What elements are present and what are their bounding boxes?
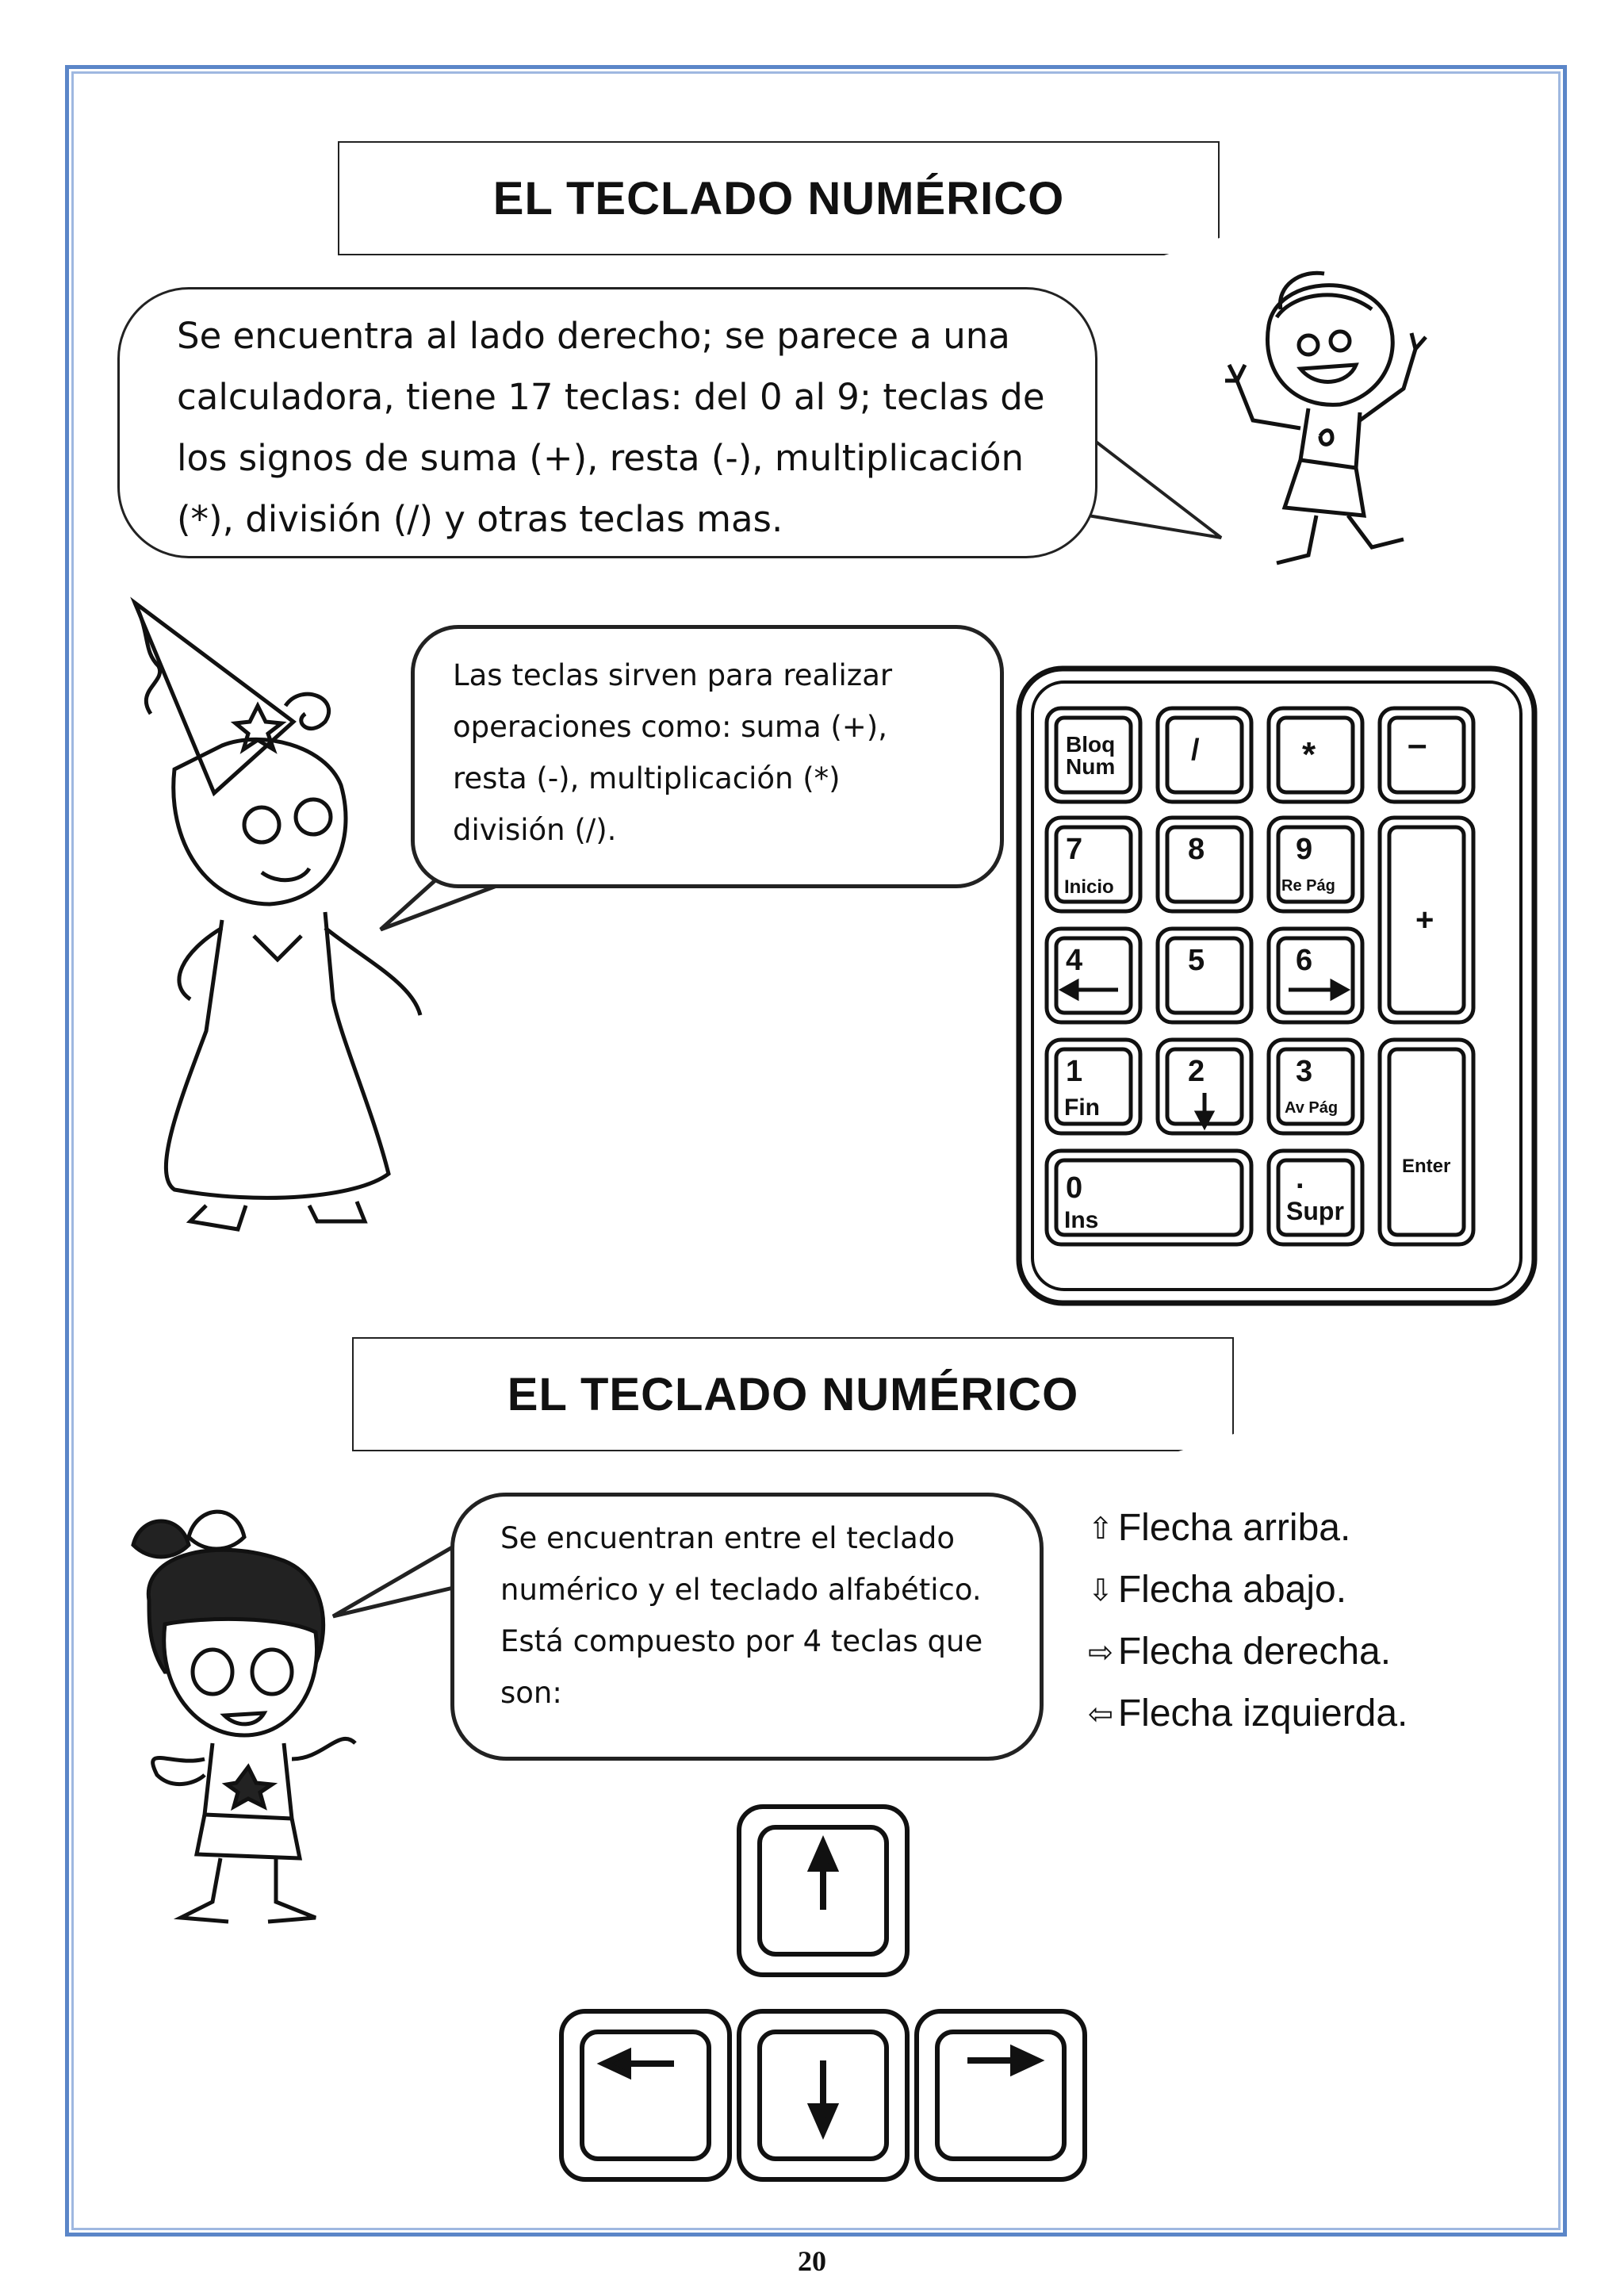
bubble-1-line: (*), división (/) y otras teclas mas.: [177, 498, 783, 540]
key-label: Enter: [1402, 1156, 1451, 1177]
key-label: Supr: [1286, 1197, 1344, 1225]
key-label: Av Pág: [1285, 1099, 1339, 1117]
key-label: Ins: [1064, 1207, 1099, 1233]
cartoon-witch-girl-illustration: [103, 587, 436, 1237]
key-label: 9: [1296, 833, 1313, 866]
key-label: .: [1296, 1162, 1304, 1195]
key-label: Num: [1066, 754, 1116, 779]
arrow-down-icon: ⇩: [1088, 1573, 1113, 1608]
key-label: 4: [1066, 944, 1083, 977]
speech-bubble-2: [411, 625, 1004, 888]
key-label: *: [1302, 735, 1316, 774]
key-label: /: [1191, 734, 1200, 767]
key-label: 2: [1188, 1055, 1205, 1088]
arrow-item-label: Flecha abajo.: [1117, 1569, 1347, 1611]
bubble-3-line: Se encuentran entre el teclado: [500, 1521, 955, 1555]
bubble-3-line: son:: [500, 1676, 562, 1710]
bubble-3-line: numérico y el teclado alfabético.: [500, 1573, 982, 1607]
cartoon-girl-waving-illustration: [1221, 270, 1427, 579]
key-label: Fin: [1064, 1094, 1100, 1121]
key-label: 8: [1188, 833, 1205, 866]
section-title-2: [352, 1337, 1234, 1451]
arrow-item-label: Flecha derecha.: [1117, 1631, 1392, 1673]
arrow-keys-illustration: [555, 1799, 1094, 2211]
arrow-keys-list: [1088, 1497, 1408, 1745]
bubble-2-line: resta (-), multiplicación (*): [453, 761, 841, 795]
arrow-up-item: [1088, 1497, 1408, 1559]
page-number: 20: [798, 2245, 826, 2277]
numeric-keypad-illustration: [1015, 665, 1538, 1307]
key-label: 0: [1066, 1171, 1083, 1205]
key-label: 7: [1066, 833, 1083, 866]
key-label: 5: [1188, 944, 1205, 977]
arrow-right-icon: ⇨: [1088, 1635, 1113, 1669]
arrow-left-icon: ⇦: [1088, 1696, 1113, 1731]
key-label: –: [1408, 725, 1427, 764]
speech-bubble-1: [117, 287, 1097, 558]
key-label: Re Pág: [1281, 877, 1335, 895]
bubble-1-line: los signos de suma (+), resta (-), multiplicación: [177, 437, 1025, 479]
key-label: +: [1415, 903, 1434, 937]
arrow-left-item: [1088, 1683, 1408, 1745]
bubble-3-line: Está compuesto por 4 teclas que: [500, 1624, 983, 1658]
bubble-1-line: calculadora, tiene 17 teclas: del 0 al 9; teclas de: [177, 376, 1045, 418]
bubble-2-line: operaciones como: suma (+),: [453, 710, 888, 744]
bubble-2-line: Las teclas sirven para realizar: [453, 658, 893, 692]
speech-bubble-3: [450, 1493, 1044, 1761]
arrow-item-label: Flecha izquierda.: [1117, 1692, 1408, 1734]
title-text: EL TECLADO NUMÉRICO: [492, 172, 1065, 224]
bubble-2-line: división (/).: [453, 813, 617, 847]
key-label: Bloq: [1066, 732, 1116, 757]
key-label: 3: [1296, 1055, 1313, 1088]
key-label: 1: [1066, 1055, 1083, 1088]
arrow-item-label: Flecha arriba.: [1117, 1507, 1351, 1549]
arrow-right-item: [1088, 1621, 1408, 1683]
bubble-1-line: Se encuentra al lado derecho; se parece a una: [177, 315, 1010, 357]
arrow-up-icon: ⇧: [1088, 1511, 1113, 1546]
arrow-down-item: [1088, 1559, 1408, 1621]
cartoon-girl-bows-illustration: [125, 1505, 363, 1934]
section-title-1: [338, 141, 1220, 255]
key-label: Inicio: [1064, 876, 1114, 898]
key-label: 6: [1296, 944, 1313, 977]
title-text: EL TECLADO NUMÉRICO: [507, 1368, 1079, 1420]
